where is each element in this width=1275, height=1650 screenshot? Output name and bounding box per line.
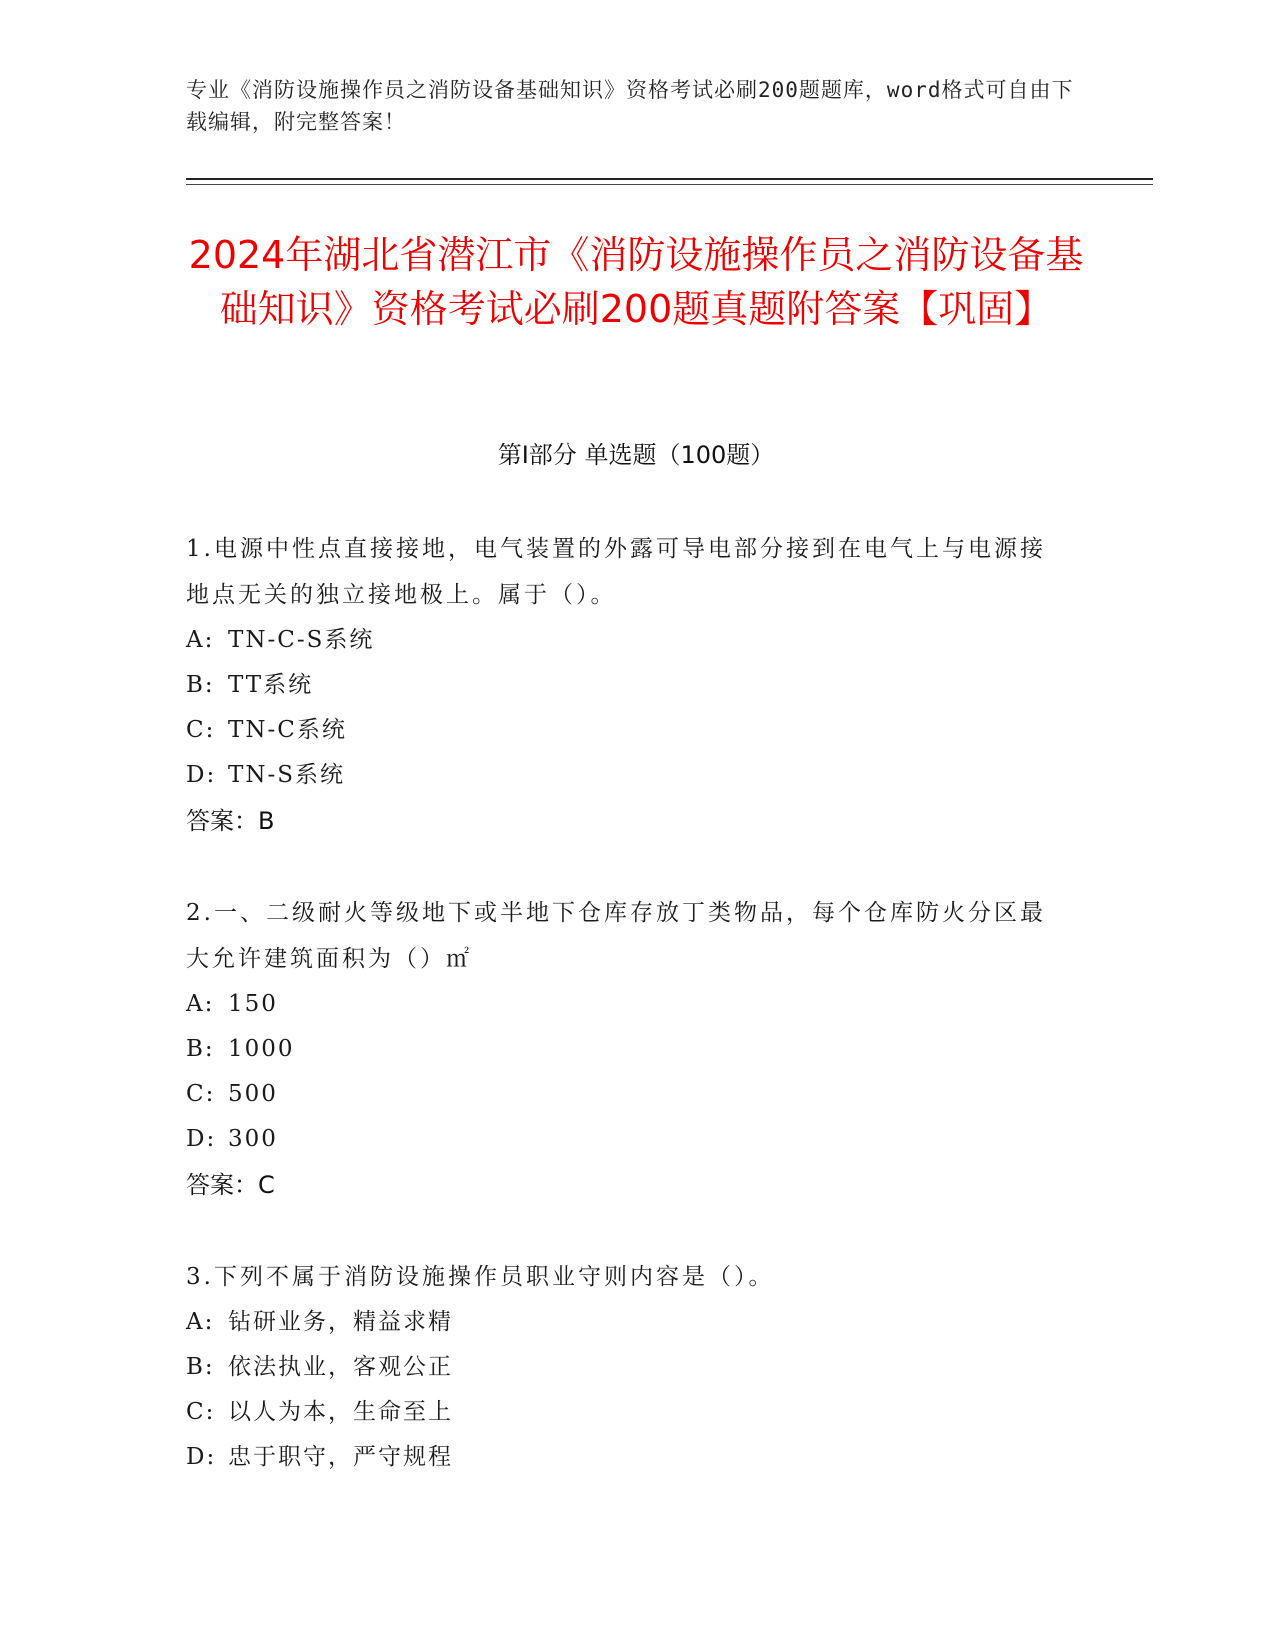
answer: 答案：C — [186, 1171, 275, 1199]
option-a — [186, 982, 1066, 1027]
option-label: C: — [186, 1399, 216, 1425]
option-text: 忠于职守，严守规程 — [228, 1444, 453, 1470]
question-list — [186, 526, 1066, 1526]
header-divider-thick — [186, 178, 1153, 180]
question-2 — [186, 890, 1066, 1208]
option-text: TN-C系统 — [228, 717, 347, 743]
option-label: A: — [186, 1309, 215, 1335]
section-title: 第I部分 单选题（100题） — [497, 441, 775, 469]
option-c — [186, 708, 1066, 753]
option-label: B: — [186, 672, 215, 698]
question-1 — [186, 526, 1066, 844]
question-stem: 3.下列不属于消防设施操作员职业守则内容是（）。 — [186, 1264, 775, 1290]
option-text: 钻研业务，精益求精 — [228, 1309, 453, 1335]
option-label: D: — [186, 762, 217, 788]
option-text: 依法执业，客观公正 — [228, 1354, 453, 1380]
option-d — [186, 753, 1066, 798]
option-label: C: — [186, 717, 216, 743]
option-a — [186, 1300, 1066, 1345]
question-stem: 1.电源中性点直接接地，电气装置的外露可导电部分接到在电气上与电源接地点无关的独立接地极上。属于（）。 — [186, 536, 1046, 608]
document-title: 2024年湖北省潜江市《消防设施操作员之消防设备基础知识》资格考试必刷200题真题附答案【巩固】 — [188, 233, 1084, 331]
question-3 — [186, 1254, 1066, 1480]
option-d — [186, 1435, 1066, 1480]
option-b — [186, 1345, 1066, 1390]
option-c — [186, 1072, 1066, 1117]
option-label: D: — [186, 1444, 217, 1470]
option-text: TN-S系统 — [228, 762, 345, 788]
option-c — [186, 1390, 1066, 1435]
option-text: 500 — [228, 1081, 278, 1107]
option-text: 300 — [228, 1126, 278, 1152]
option-d — [186, 1117, 1066, 1162]
option-label: C: — [186, 1081, 216, 1107]
answer: 答案：B — [186, 807, 275, 835]
option-a — [186, 618, 1066, 663]
option-b — [186, 663, 1066, 708]
header-divider-thin — [186, 184, 1153, 185]
option-label: B: — [186, 1036, 215, 1062]
question-stem: 2.一、二级耐火等级地下或半地下仓库存放丁类物品，每个仓库防火分区最大允许建筑面积为（）㎡ — [186, 900, 1046, 972]
option-b — [186, 1027, 1066, 1072]
option-label: D: — [186, 1126, 217, 1152]
option-label: A: — [186, 991, 215, 1017]
option-text: 150 — [228, 991, 278, 1017]
header-note: 专业《消防设施操作员之消防设备基础知识》资格考试必刷200题题库，word格式可自由下载编辑，附完整答案！ — [186, 78, 1074, 134]
option-text: TN-C-S系统 — [228, 627, 375, 653]
option-label: A: — [186, 627, 215, 653]
option-text: 1000 — [228, 1036, 295, 1062]
option-text: 以人为本，生命至上 — [228, 1399, 453, 1425]
option-label: B: — [186, 1354, 215, 1380]
option-text: TT系统 — [228, 672, 314, 698]
